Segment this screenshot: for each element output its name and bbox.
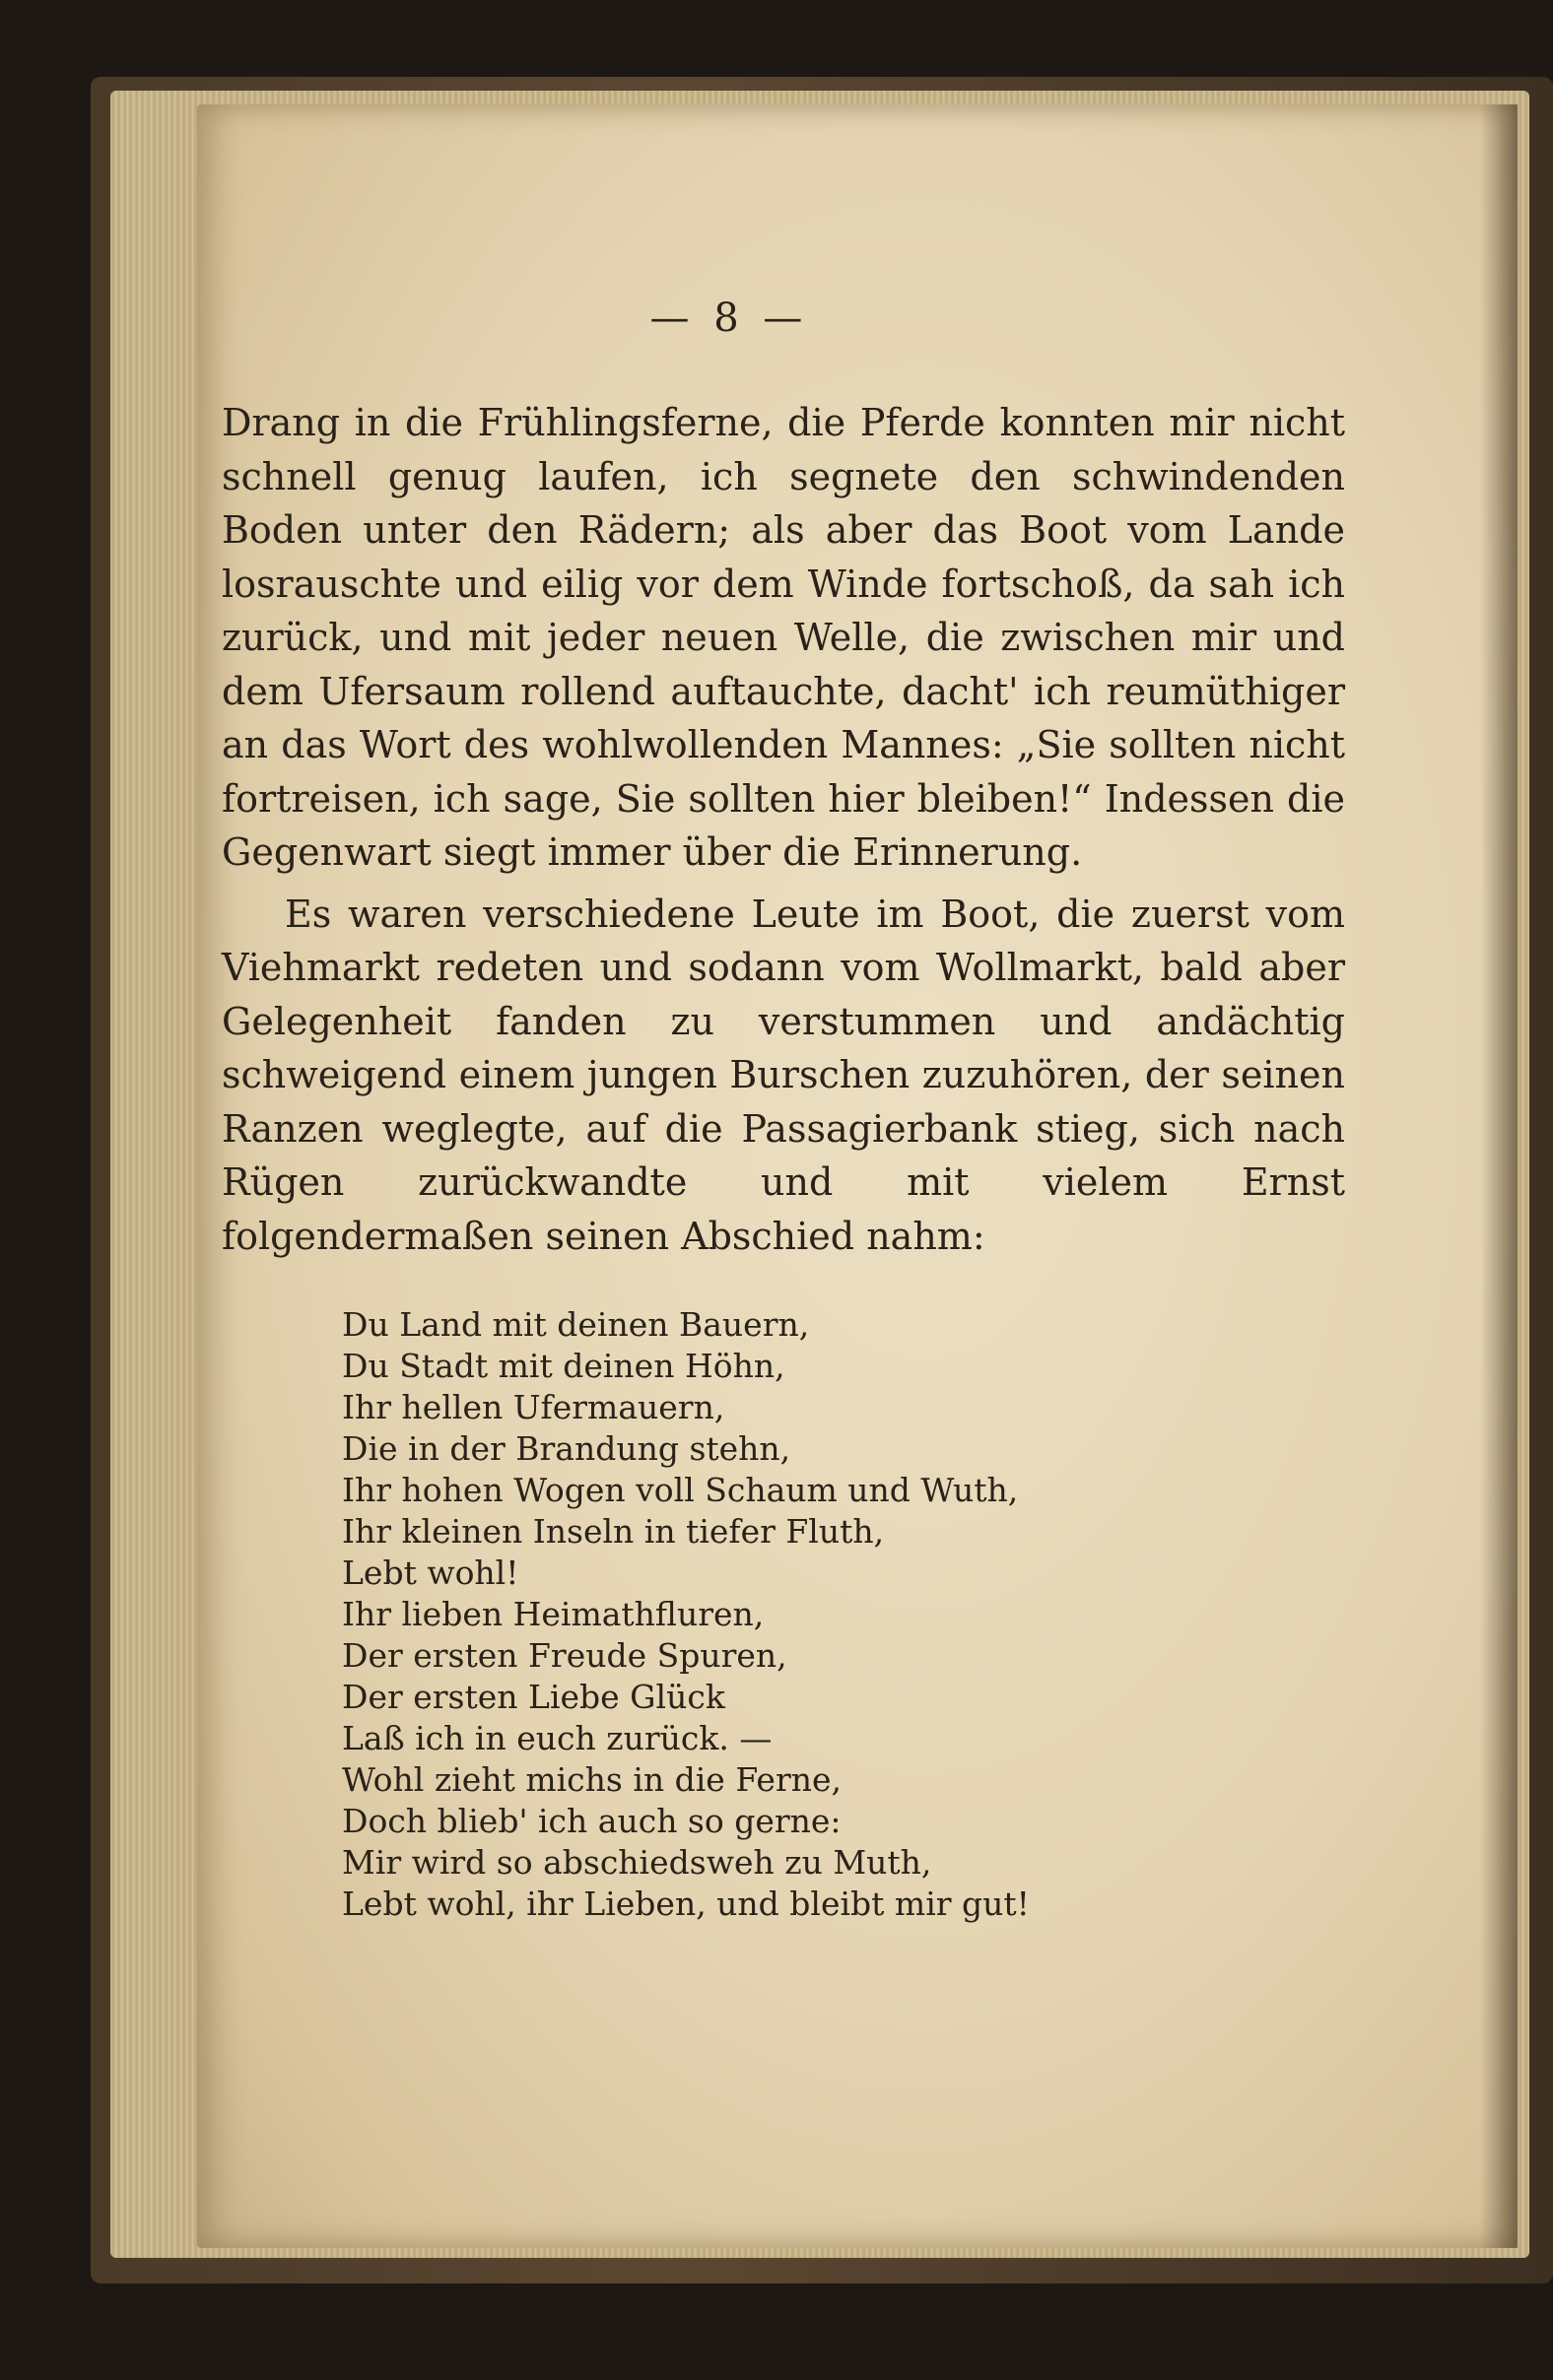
poem-line: Die in der Brandung stehn, xyxy=(342,1429,791,1468)
page-text xyxy=(222,296,1345,1925)
paragraph: Es waren verschiedene Leute im Boot, die zuerst vom Viehmarkt redeten und sodann vom Wollmarkt, bald aber Gelegenheit fanden zu verstummen und andächtig schweigend einem jungen Burschen zuzuhören, der seinen Ranzen weglegte, auf die Passagierbank stieg, sich nach Rügen zurückwandte und mit vielem Ernst folgendermaßen seinen Abschied nahm: xyxy=(222,892,1345,1258)
farewell-poem xyxy=(342,1304,1345,1925)
poem-line: Lebt wohl! xyxy=(342,1554,519,1592)
poem-line: Ihr hohen Wogen voll Schaum und Wuth, xyxy=(342,1471,1019,1509)
poem-line: Du Stadt mit deinen Höhn, xyxy=(342,1347,785,1385)
paragraph: Drang in die Frühlingsferne, die Pferde konnten mir nicht schnell genug laufen, ich segnete den schwindenden Boden unter den Rädern; als aber das Boot vom Lande losrauschte und eilig vor dem Winde fortschoß, da sah ich zurück, und mit jeder neuen Welle, die zwischen mir und dem Ufersaum rollend auftauchte, dacht' ich reumüthiger an das Wort des wohlwollenden Mannes: „Sie sollten nicht fortreisen, ich sage, Sie sollten hier bleiben!“ Indessen die Gegenwart siegt immer über die Erinnerung. xyxy=(222,401,1345,874)
poem-line: Ihr kleinen Inseln in tiefer Fluth, xyxy=(342,1512,885,1551)
prose-body xyxy=(222,396,1345,1263)
poem-line: Ihr hellen Ufermauern, xyxy=(342,1388,725,1426)
poem-line: Doch blieb' ich auch so gerne: xyxy=(342,1802,842,1840)
poem-line: Wohl zieht michs in die Ferne, xyxy=(342,1760,842,1799)
poem-line: Der ersten Liebe Glück xyxy=(342,1678,725,1716)
poem-line: Du Land mit deinen Bauern, xyxy=(342,1305,810,1344)
poem-line: Laß ich in euch zurück. — xyxy=(342,1719,773,1757)
book-gutter xyxy=(1480,104,1518,2248)
poem-line: Mir wird so abschiedsweh zu Muth, xyxy=(342,1843,932,1882)
page-number: — 8 — xyxy=(649,296,809,341)
poem-line: Ihr lieben Heimathfluren, xyxy=(342,1595,765,1633)
poem-line: Der ersten Freude Spuren, xyxy=(342,1636,787,1675)
poem-line: Lebt wohl, ihr Lieben, und bleibt mir gut! xyxy=(342,1884,1030,1923)
